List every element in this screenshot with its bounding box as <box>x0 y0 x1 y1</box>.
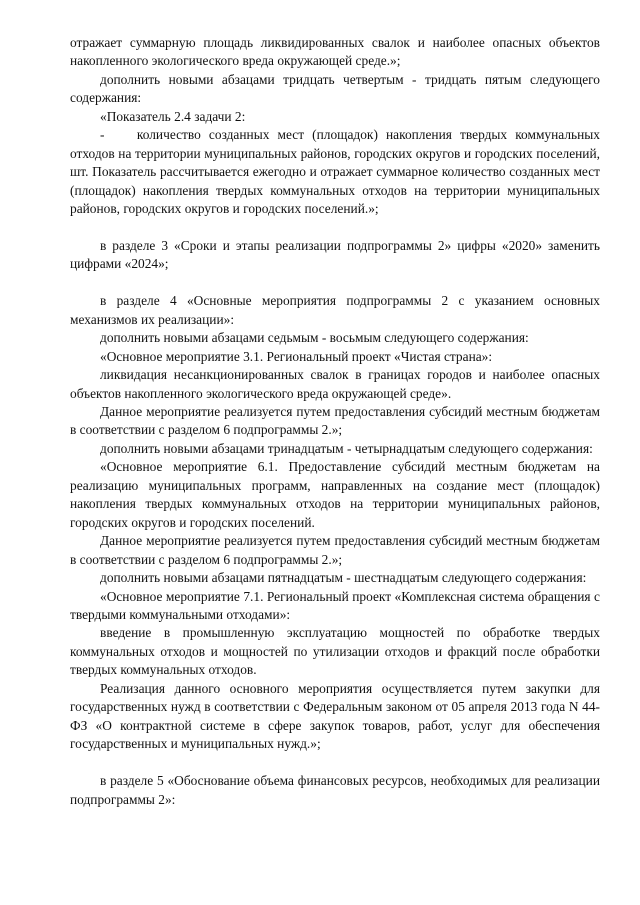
paragraph-measure-7-1: «Основное мероприятие 7.1. Региональный проект «Комплексная система обращения с твердыми коммунальными отходами»: <box>70 588 600 623</box>
paragraph-continuation: отражает суммарную площадь ликвидированных свалок и наиболее опасных объектов накопленного экологического вреда окружающей среде.»; <box>70 35 600 69</box>
paragraph-measure-implementation: Данное мероприятие реализуется путем предоставления субсидий местным бюджетам в соответствии с разделом 6 подпрограммы 2.»; <box>70 404 600 438</box>
paragraph-measure-text: ликвидация несанкционированных свалок в границах городов и наиболее опасных объектов накопленного экологического вреда окружающей среде». <box>70 367 600 401</box>
paragraph-measure-6-1: «Основное мероприятие 6.1. Предоставление субсидий местным бюджетам на реализацию муниципальных программ, направленных на создание мест (площадок) накопления твердых коммунальных отходов на территории муниципальных районов, городских округов и городских поселений. <box>70 459 600 530</box>
paragraph-section-4: в разделе 4 «Основные мероприятия подпрограммы 2 с указанием основных механизмов их реализации»: <box>70 293 600 327</box>
paragraph-instruction: дополнить новыми абзацами пятнадцатым - шестнадцатым следующего содержания: <box>100 570 587 586</box>
paragraph-measure-3-1: «Основное мероприятие 3.1. Региональный проект «Чистая страна»: <box>100 348 493 364</box>
paragraph-section-3: в разделе 3 «Сроки и этапы реализации подпрограммы 2» цифры «2020» заменить цифрами «2024»; <box>70 237 600 272</box>
paragraph-section-5: в разделе 5 «Обоснование объема финансовых ресурсов, необходимых для реализации подпрограммы 2»: <box>70 773 600 807</box>
document-page <box>70 34 600 809</box>
paragraph-indicator-description: - количество созданных мест (площадок) накопления твердых коммунальных отходов на территории муниципальных районов, городских округов и городских поселений, шт. Показатель рассчитывается ежегодно и отражает суммарное количество созданных мест (площадок) накопления твердых коммунальных отходов на территории муниципальных районов, городских округов и городских поселений.»; <box>70 127 600 217</box>
spacer <box>70 274 600 292</box>
paragraph-instruction: дополнить новыми абзацами тридцать четвертым - тридцать пятым следующего содержания: <box>70 71 600 106</box>
spacer <box>70 754 600 772</box>
paragraph-measure-implementation: Данное мероприятие реализуется путем предоставления субсидий местным бюджетам в соответствии с разделом 6 подпрограммы 2.»; <box>70 533 600 567</box>
paragraph-indicator-heading: «Показатель 2.4 задачи 2: <box>100 108 246 124</box>
paragraph-measure-implementation: Реализация данного основного мероприятия осуществляется путем закупки для государственных нужд в соответствии с Федеральным законом от 05 апреля 2013 года N 44-ФЗ «О контрактной системе в сфере закупок товаров, работ, услуг для обеспечения государственных и муниципальных нужд.»; <box>70 680 600 752</box>
paragraph-measure-text: введение в промышленную эксплуатацию мощностей по обработке твердых коммунальных отходов и мощностей по утилизации отходов и фракций после обработки твердых коммунальных отходов. <box>70 625 600 678</box>
paragraph-instruction: дополнить новыми абзацами тринадцатым - четырнадцатым следующего содержания: <box>100 440 593 456</box>
paragraph-instruction: дополнить новыми абзацами седьмым - восьмым следующего содержания: <box>100 330 529 346</box>
spacer <box>70 219 600 237</box>
